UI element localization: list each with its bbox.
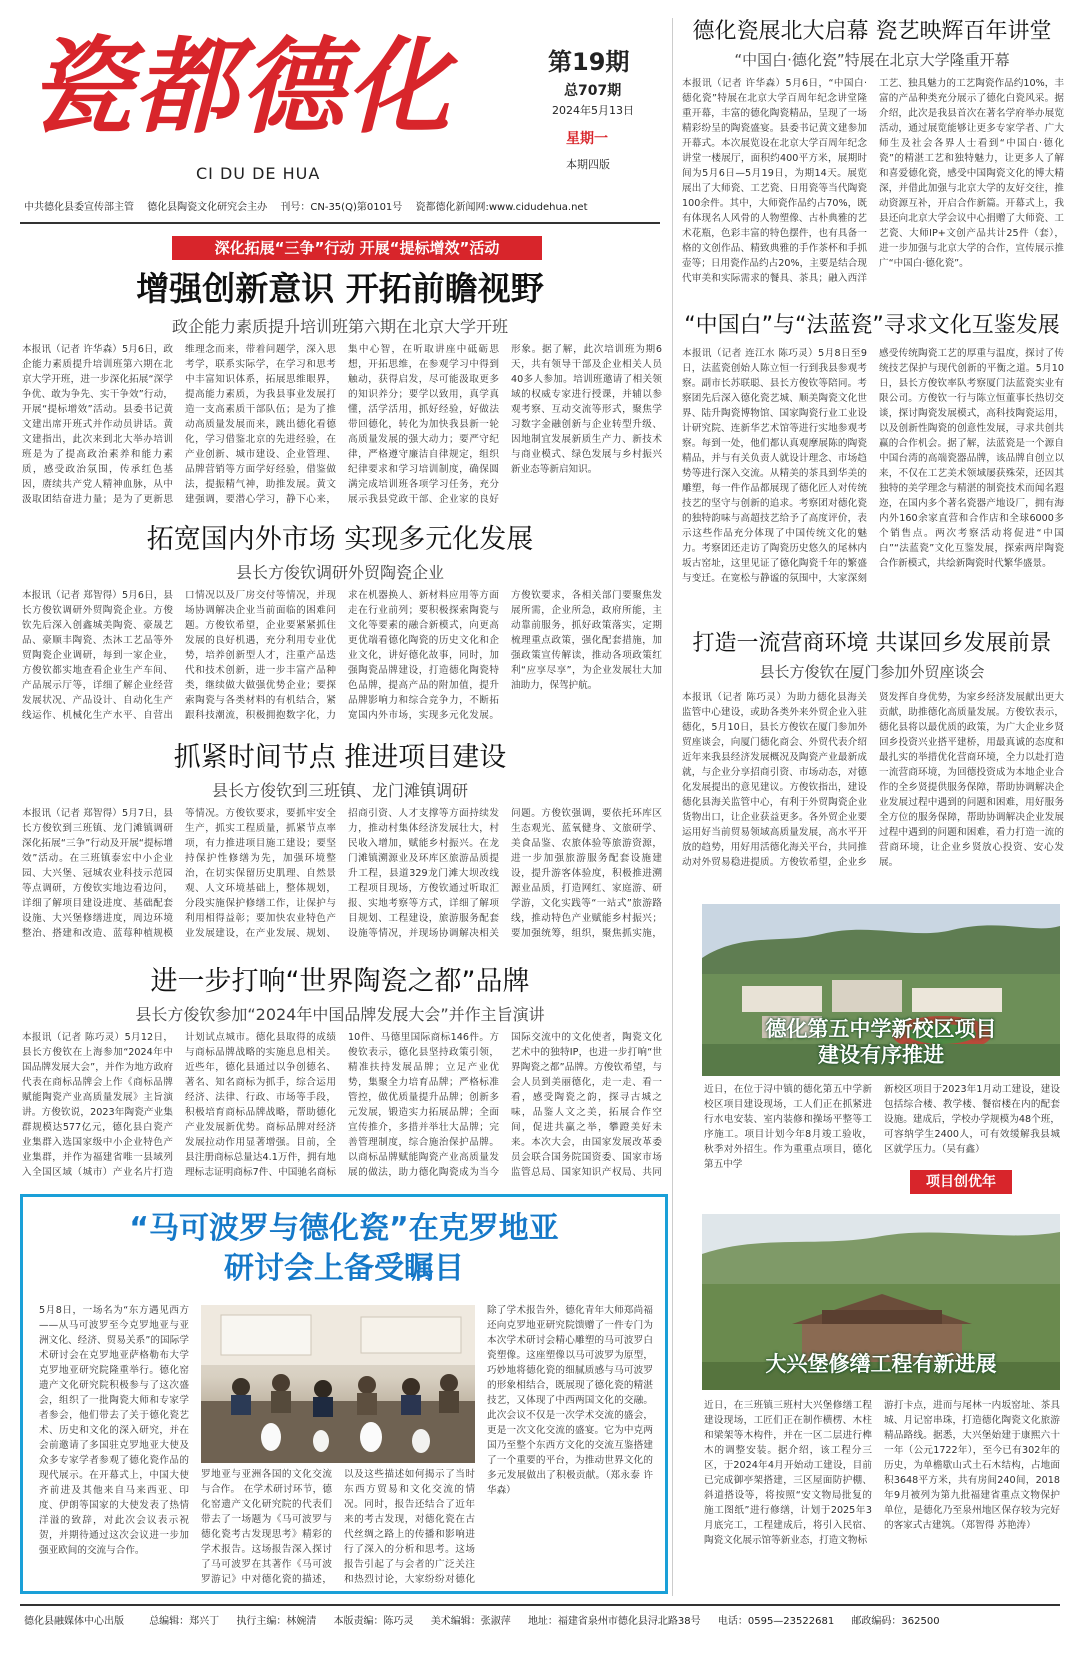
right4-text-right: 新校区项目于2023年1月动工建设，建设包括综合楼、教学楼、餐宿楼在内的配套设施。建成后，学校办学规模为48个班，可容纳学生2400人，可有效缓解我县城区就学压力。（吴有鑫）: [884, 1084, 1060, 1155]
masthead: [20, 18, 660, 218]
right2-body: [682, 346, 1064, 604]
footer-exec-editor: 执行主编：林婉清: [236, 1616, 317, 1627]
article1-headline: 增强创新意识 开拓前瞻视野: [136, 269, 544, 308]
conference-photo: [201, 1305, 475, 1463]
issue-edition: 本期四版: [566, 158, 610, 171]
sponsor-left: 中共德化县委宣传部主管: [24, 202, 134, 213]
issue-weekday: 星期一: [566, 131, 608, 147]
right5-body-right: [884, 1398, 1060, 1594]
website[interactable]: 瓷都德化新闻网:www.cidudehua.net: [415, 202, 588, 213]
article5-text-left: 5月8日，一场名为“东方遇见西方——从马可波罗至今克罗地亚与亚洲文化、经济、贸易关系”的国际学术研讨会在克罗地亚萨格勒布大学克罗地亚研究院隆重举行。德化窑遗产文化研究院积极参与了这次盛会，组织了一批陶瓷大师和专家学者参会，他们带去了关于德化瓷艺术、历史和文化的深入研究，并在会前邀请了多国驻克罗地亚大使及众多专家学者参观了德化瓷作品的现代展示。在开幕式上，中国大使齐前进及其他来自马来西亚、印度、伊朗等国家的大使发表了热情洋溢的致辞，对此次会议表示祝贺，并期待通过这次会议进一步加强亚欧间的交流与合作。: [39, 1305, 189, 1556]
campaign-banner: [172, 236, 542, 260]
article3-subhead: 县长方俊钦到三班镇、龙门滩镇调研: [211, 781, 468, 800]
footer-address: 地址：福建省泉州市德化县浔北路38号: [527, 1616, 701, 1627]
footer-page-editor: 本版责编：陈巧灵: [333, 1616, 414, 1627]
article4-subhead: 县长方俊钦参加“2024年中国品牌发展大会”并作主旨演讲: [135, 1005, 545, 1024]
issue-number: 第19期: [548, 48, 630, 76]
photo-caption: 罗地亚与亚洲各国的文化交流与合作。: [201, 1469, 332, 1495]
footer-divider: [20, 1604, 1060, 1606]
column-divider: [672, 18, 673, 1596]
article2-text: 本报讯（记者 郑智得）5月6日，县长方俊钦调研外贸陶瓷企业。方俊钦先后深入创鑫城美陶瓷、豪晟艺品、豪顺丰陶瓷、杰沐工艺品等外贸陶瓷企业调研，每到一家企业，方俊钦都实地查看企业生产车间、产品展示厅等，详细了解企业经营发展状况、产品设计、自动化生产线运作、机械化生产水平、自营出口情况以及厂房交付等情况，并现场协调解决企业当前面临的困难问题。方俊钦希望，企业要紧紧抓住发展的良好机遇，充分利用专业优势，培养创新型人才，注重产品迭代和技术创新，进一步丰富产品种类，继续做大做强优势企业；要探索陶瓷与各类材料的有机结合，紧跟科技潮流，积极拥抱数字化，力求在机器换人、新材料应用等方面走在行业前列；要积极探索陶瓷与文化等要素的融合新模式，向更高更优端看德化陶瓷的历史文化和企业文化，讲好德化故事，同时，加强陶瓷品牌建设，打造德化陶瓷特色品牌，提高产品的附加值，提升品牌影响力和综合竞争力，不断拓宽国内外市场，实现多元化发展。方俊钦要求，各相关部门要聚焦发展所需，企业所急，政府所能，主动靠前服务，抓好政策落实，定期梳理重点政策，强化配套措施，加强政策宣传解读，推动各项政策红利“应享尽享”，为企业发展壮大加油助力，保驾护航。: [22, 590, 662, 721]
issue-date: 2024年5月13日: [552, 104, 634, 117]
footer-publisher: 德化县融媒体中心出版: [24, 1616, 124, 1627]
article1-subhead: 政企能力素质提升培训班第六期在北京大学开班: [171, 317, 508, 336]
footer: [24, 1612, 1060, 1630]
right4-headline-line2: 建设有序推进: [818, 1043, 944, 1067]
article1-text: 本报讯（记者 许华森）5月6日，政企能力素质提升培训班第六期在北京大学开班，进一步深化拓展“深学争优、敢为争先、实干争效”行动，开展“提标增效”活动。县委书记黄文建出席开班式并作动员讲话。黄文建指出，此次来到北大举办培训班是为了提高政治素养和能力素质，感受政治氛围，传承红色基因，赓续共产党人精神血脉，从中汲取团结奋进力量；是为了更新思维理念而来，带着问题学，深入思考学，联系实际学，在学习和思考中丰富知识体系，拓展思维眼界，提高能力素质，为我县事业发展打造一支高素质干部队伍；是为了推动高质量发展而来，跳出德化看德化，学习借鉴北京的先进经验，在产业创新、城市建设、企业管理、品牌营销等方面学好经验，借鉴做法，提振精气神，助推发展。黄文建强调，要潜心学习，静下心来，集中心智，在听取讲座中砥砺思想，开拓思维，在参观学习中得到触动，获得启发，尽可能汲取更多的知识养分；要学以致用，真学真懂，活学活用，抓好经验，好做法带回德化，转化为加快我县新一轮高质量发展的强大动力；要严守纪律，严格遵守廉洁自律规定，组织纪律要求和学习培训制度，确保圆满完成培训班各项学习任务，充分展示我县党政干部、企业家的良好形象。据了解，此次培训班为期6天，共有领导干部及企业相关人员40多人参加。培训班邀请了相关领域的权威专家进行授课，并辅以参观考察、互动交流等形式，聚焦学习数字金融创新与企业转型升级、因地制宜发展新质生产力、新技术与商业模式、绿色发展与乡村振兴新业态等新启知识。: [22, 344, 662, 505]
right1-body: [682, 76, 1064, 286]
article5-box: [20, 1194, 668, 1594]
masthead-pinyin: CI DU DE HUA: [196, 164, 321, 183]
article3-headline: 抓紧时间节点 推进项目建设: [173, 742, 507, 773]
right4-body-right: [884, 1082, 1060, 1162]
right4-headline-line1: 德化第五中学新校区项目: [765, 1017, 997, 1041]
right3-headline: 打造一流营商环境 共谋回乡发展前景: [692, 631, 1052, 656]
campaign-banner-text: 深化拓展“三争”行动 开展“提标增效”活动: [214, 239, 500, 257]
right1-subhead: “中国白·德化瓷”特展在北京大学隆重开幕: [734, 51, 1010, 69]
article5-body-mid: [201, 1467, 475, 1587]
article5-body-left: [39, 1303, 189, 1587]
footer-art-editor: 美术编辑：张淑萍: [430, 1616, 511, 1627]
footer-editor-chief: 总编辑：郑兴丁: [149, 1616, 220, 1627]
right3-text: 本报讯（记者 陈巧灵）为助力德化县海关监管中心建设，或助各类外来外贸企业入驻德化，5月10日，县长方俊钦在厦门参加外贸座谈会，向厦门德化商会、外贸代表介绍近年来我县经济发展概况及陶瓷产业最新成就，与企业分享招商引资、市场动态，对德化发展提出的意见建议。方俊钦指出，建设德化县海关监管中心，有利于外贸陶瓷企业货物出口，让企业获益更多。各外贸企业要运用好当前贸易领域高质量发展，高水平开放的趋势，用好用活德化海关平台，共同推动对外贸易稳进提质。方俊钦希望，企业乡贤发挥自身优势，为家乡经济发展献出更大贡献，助推德化高质量发展。方俊钦表示，德化县将以最优质的政策，为广大企业乡贤回乡投资兴业搭平建桥，用最真诚的态度和最扎实的举措优化营商环境，全力以赴打造一流营商环境，为回德投资成为本地企业合作的全乡贤提供服务保障，帮助协调解决企业发展过程中遇到的问题和困难，用好服务全方位的服务保障，帮助协调解决企业发展过程中遇到的问题和困难，看力打造一流的营商环境，让企业乡贤放心投资、安心发展。: [682, 692, 1064, 868]
article5-headline-line2: 研讨会上备受瞩目: [224, 1251, 464, 1286]
article3-text: 本报讯（记者 郑智得）5月7日，县长方俊钦到三班镇、龙门滩镇调研深化拓展“三争”行动及开展“提标增效”活动。在三班镇泰宏中小企业园、大兴堡、冠城农业科技示范园等点调研，方俊钦实地边看边问，详细了解项目建设进度、基础配套设施、大兴堡修缮进度，周边环境整治、搭建和改造、蓝莓种植规模等情况。方俊钦要求，要抓牢安全生产，抓实工程质量，抓紧节点率项，有力推进项目施工建设；要坚持保护性修缮为先，加强环境整治，在切实保留历史肌理、自然景观、人文环境基础上，整体规划，分段实施保护修缮工作，让保护与利用相得益彰；要加快农业特色产业发展建设，在产业发展、规划、招商引资、人才支撑等方面持续发力，推动村集体经济发展壮大，村民收入增加，赋能乡村振兴。在龙门滩镇溯源业及环库区旅游品质提升工程，县道329龙门滩大坝改线工程项目现场，方俊钦通过听取汇报、实地考察等方式，详细了解项目规划、工程建设，旅游服务配套设施等情况，并现场协调解决相关问题。方俊钦强调，要依托环库区生态观光、蓝氧健身、文旅研学、美食品鉴、农旅体验等旅游资源，进一步加强旅游服务配套设施建设，提升游客体验度，积极推进溯源业品质，打造网红、家庭游、研学游，文化实践等“一站式”旅游路线，推动特色产业赋能乡村振兴；要加强统筹，组织，聚焦抓实施，: [22, 808, 662, 939]
footer-postcode: 邮政编码：362500: [851, 1616, 940, 1627]
masthead-divider: [20, 222, 660, 224]
article2-headline: 拓宽国内外市场 实现多元化发展: [146, 524, 534, 555]
right5-body-left: [704, 1398, 872, 1594]
article3-body: [22, 806, 662, 954]
article5-headline-line1: “马可波罗与德化瓷”在克罗地亚: [129, 1211, 559, 1246]
school-campus-photo: [702, 904, 1060, 1076]
article5-body-right: [487, 1303, 653, 1587]
article4-text: 本报讯（记者 陈巧灵）5月12日，县长方俊钦在上海参加“2024年中国品牌发展大会”，并作为地方政府代表在商标品牌会上作《商标品牌赋能陶瓷产业高质量发展》主旨演讲。方俊钦说，2023年陶瓷产业集群规模达577亿元，德化县白瓷产业集群入选国家级中小企业特色产业集群，并作为福建省唯一县域列入全国区域（城市）产业名片打造计划试点城市。德化县取得的成绩与商标品牌战略的实施息息相关。近些年，德化县通过以争创德名、著名、知名商标为抓手，综合运用经济、法律、行政、市场等手段，积极培育商标品牌战略，帮助德化产业发展新优势。商标品牌对经济发展拉动作用显著增强。目前，全县注册商标总量达4.1万件，拥有地理标志证明商标7件、中国驰名商标10件、马德里国际商标146件。方俊钦表示，德化县坚持政策引领，精准扶持发展品牌；立足产业优势，集聚全力培育品牌；严格标准管控，做优质量提升品牌；创新多元发展，锻造实力拓展品牌；全面宣传推介，多措并举壮大品牌；完善管理制度，综合施治保护品牌。以商标品牌赋能陶瓷产业高质量发展的做法，助力德化陶瓷成为当今国际交流中的文化使者，陶瓷文化艺术中的独特IP，也进一步打响“世界陶瓷之都”品牌。方俊钦希望，与会人员到美丽德化，走一走、看一看，感受陶瓷之韵，探寻古城之味，品鉴人文之美，拓展合作空间，促进共赢之举，攀蹬美好未来。本次大会，由国家发展改革委员会联合国务院国资委、国家市场监管总局、国家知识产权局、共同: [22, 1032, 662, 1178]
right4-body-left: [704, 1082, 872, 1192]
article2-subhead: 县长方俊钦调研外贸陶瓷企业: [235, 563, 444, 582]
sponsor-mid: 德化县陶瓷文化研究会主办: [147, 202, 268, 213]
masthead-title: 瓷都德化: [28, 25, 453, 148]
dazing-fort-photo: [702, 1214, 1060, 1390]
article5-text-mid: 在学术研讨环节，德化窑遗产文化研究院的代表们带去了一场题为《马可波罗与德化瓷考古发现思考》精彩的学术报告。这场报告深入探讨了马可波罗在其著作《马可波罗游记》中对德化瓷的描述，以及这些描述如何揭示了当时东西方贸易和文化交流的情况。同时，报告还结合了近年来的考古发现，对德化瓷在古代丝绸之路上的传播和影响进行了深入的分析和思考。这场报告引起了与会者的广泛关注和热烈讨论，大家纷纷对德化: [201, 1469, 475, 1585]
right3-subhead: 县长方俊钦在厦门参加外贸座谈会: [759, 663, 985, 681]
right5-text-left: 近日，在三班镇三班村大兴堡修缮工程建设现场，工匠们正在制作横楞、木柱和梁架等木构件，并在一区二层进行榫木的调整安装。据介绍，该工程分三区，于2024年4月开始动工建设，目前已完成御亭架搭建，三区屋面防护棚、斜道搭设等，将按照“安文物局批复的施工图纸”进行修缮，计划于2025年3月底完工，工程建成后，将引入民宿、陶瓷文化展示馆等新业态，打造文物标: [704, 1400, 872, 1546]
article5-text-right: 除了学术报告外，德化青年大师郑尚福还向克罗地亚研究院馈赠了一件专门为本次学术研讨会精心雕塑的马可波罗白瓷塑像。这座塑像以马可波罗为原型，巧妙地将德化瓷的细腻质感与马可波罗的形象相结合，既展现了德化瓷的精湛技艺，又体现了中西两国文化的交融。此次会议不仅是一次学术交流的盛会，更是一次文化交流的盛宴。它为中克两国乃至整个东西方文化的交流互鉴搭建了一个重要的平台，为推动世界文化的多元发展做出了积极贡献。（郑永泰 许华森）: [487, 1305, 653, 1496]
right3-body: [682, 690, 1064, 890]
right1-headline: 德化瓷展北大启幕 瓷艺映辉百年讲堂: [692, 19, 1052, 44]
right1-text: 本报讯（记者 许华森）5月6日，“中国白·德化瓷”特展在北京大学百周年纪念讲堂隆重开幕，丰富的德化陶瓷精品，呈现了一场精彩纷呈的陶瓷盛宴。县委书记黄文建参加开幕式。本次展览设在北京大学百周年纪念讲堂一楼展厅，面积约400平方米，展期时间为5月6日—5月19日，为期14天。展览展出了大师瓷、工艺瓷、日用瓷等当代陶瓷100余件。其中，大师瓷作品约占70%，既有体现名人风骨的人物塑像、古朴典雅的艺术花瓶，色彩丰富的特色摆件，也有具备一格的文创作品、精致典雅的手作茶杯和手抓壶等；日用瓷作品约占20%，主要是结合现代审美和实际需求的餐具、茶具；融入西洋工艺、独具魅力的工艺陶瓷作品约10%，丰富的产品种类充分展示了德化白瓷风采。据介绍，此次是我县首次在著名学府举办展览活动，通过展览能够让更多专家学者、广大师生及社会各界人士看到“中国白·德化瓷”的精湛工艺和独特魅力，让更多人了解和喜爱德化瓷，感受中国陶瓷文化的博大精深，并借此加强与北京大学的友好交往，推动资源互补，开启合作新篇。开幕式上，我县还向北京大学会议中心捐赠了大师瓷、工艺瓷、大师IP+文创产品共计25件（套），进一步加强与北京大学的合作，宣传展示推广“中国白·德化瓷”。: [682, 78, 1064, 284]
right5-text-right: 游打卡点，进而与尾林一内坂窑址、茶具城、月记窑串珠，打造德化陶瓷文化旅游精品路线。据悉，大兴堡始建于康熙六十一年（公元1722年），至今已有302年的历史，为单檐歇山式土石木结构，占地面积3648平方米，共有房间240间，2018年9月被列为第九批福建省重点文物保护单位，是德化乃至泉州地区保存较为完好的客家式古建筑。（郑智得 苏艳涛）: [884, 1400, 1060, 1531]
article1-body: [22, 342, 662, 510]
article4-headline: 进一步打响“世界陶瓷之都”品牌: [150, 966, 530, 997]
conference-photo-illustration: [201, 1305, 475, 1463]
serial-number: 刊号：CN-35(Q)第0101号: [280, 202, 403, 213]
right2-headline: “中国白”与“法蓝瓷”寻求文化互鉴发展: [684, 313, 1060, 338]
article4-body: [22, 1030, 662, 1186]
article2-body: [22, 588, 662, 728]
footer-phone: 电话：0595—23522681: [717, 1616, 835, 1627]
right2-text: 本报讯（记者 连江水 陈巧灵）5月8日至9日，法蓝瓷创始人陈立恒一行到我县参观考察。副市长苏联聪、县长方俊钦等陪同。考察团先后深入德化瓷艺城、顺美陶瓷文化世界、陆升陶瓷博物馆、国家陶瓷行业工业设计研究院、连新华艺术馆等进行实地参观考察。每到一处，他们都认真观摩展陈的陶瓷精品，并与有关负责人就设计理念、市场趋势等进行深入交流。从精美的茶具到华美的雕塑，每一件作品都展现了德化匠人对传统技艺的坚守与创新的追求。考察团对德化瓷的独特韵味与高超技艺给予了高度评价，表示这些作品充分体现了中国传统文化的魅力。考察团还走访了陶瓷历史悠久的尾林内坂古窑址，这里见证了德化陶瓷千年的繁盛与变迁。在宽松与静谧的氛围中，大家深刻感受传统陶瓷工艺的厚重与温度，探讨了传统技艺保护与现代创新的平衡之道。5月10日，县长方俊钦率队考察厦门法蓝瓷实业有限公司。方俊钦一行与陈立恒董事长热切交谈，探讨陶瓷发展模式，高科技陶瓷运用，以及创新性陶瓷的创意性发展，寻求共创共赢的合作机会。据了解，法蓝瓷是一个源自中国台湾的高端瓷器品牌，该品牌自创立以来，不仅在工艺美术领域屡获殊荣，还因其独特的美学理念与精湛的制瓷技术而闻名遐迩，在国内多个著名瓷器产地设厂，拥有海内外160余家直营和合作店和全球6000多个销售点。两次考察活动将促进“中国白”“法蓝瓷”文化互鉴发展，探索两岸陶瓷合作新模式，共绘新陶瓷时代繁华盛景。: [682, 348, 1064, 584]
masthead-info-bar: [24, 198, 654, 218]
total-issue: 总707期: [564, 83, 622, 99]
right5-headline: 大兴堡修缮工程有新进展: [765, 1352, 997, 1376]
project-year-badge: [910, 1170, 1012, 1194]
project-year-badge-text: 项目创优年: [926, 1174, 996, 1190]
right4-text-left: 近日，在位于浔中镇的德化第五中学新校区项目建设现场，工人们正在抓紧进行水电安装、室内装修和操场平整等工序施工。项目计划今年8月竣工验收，秋季对外招生。作为重重点项目，德化第五中学: [704, 1084, 872, 1170]
